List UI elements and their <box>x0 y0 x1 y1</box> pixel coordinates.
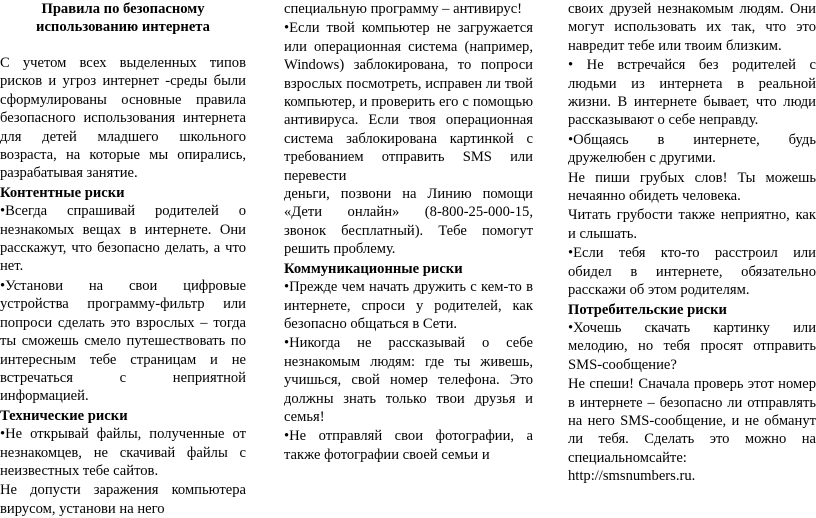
content-rule-1: •Всегда спрашивай родителей о незнакомых вещах в интернете. Они расскажут, что безопасно делать, а что нет. <box>0 203 246 275</box>
comm-rule-2: •Никогда не рассказывай о себе незнакомым людям: где ты живешь, учишься, свой номер телефона. Это должны знать только твои друзья и семья! <box>284 335 533 425</box>
comm-rule-6: Не пиши грубых слов! Ты можешь нечаянно обидеть человека. <box>568 169 816 205</box>
column-1 <box>0 0 246 517</box>
tech-rule-2: Не допусти заражения компьютера вирусом, установи на него <box>0 482 246 517</box>
content-rule-2: •Установи на свои цифровые устройства программу-фильтр или попроси сделать это взрослых – тогда ты сможешь смело путешествовать по интересным тебе страницам и не встречаться с неприятной информацией. <box>0 277 246 405</box>
tech-rule-3-cont: деньги, позвони на Линию помощи «Дети онлайн» (8-800-25-000-15, звонок бесплатный). Тебе помогут решить проблему. <box>284 186 533 258</box>
comm-risks-heading: Коммуникационные риски <box>284 260 463 277</box>
tech-rule-3: •Если твой компьютер не загружается или операционная система (например, Windows) заблокирована, то попроси взрослых посмотреть, исправен ли твой компьютер, и проверить его с помощью антивируса. Если твоя операционная система заблокирована картинкой с требованием отправить SMS или перевести <box>284 20 533 184</box>
consumer-rule-1: •Хочешь скачать картинку или мелодию, но тебя просят отправить SMS-сообщение? <box>568 319 816 373</box>
comm-rule-8: •Если тебя кто-то расстроил или обидел в интернете, обязательно расскажи об этом родителям. <box>568 245 816 299</box>
consumer-rule-2: Не спеши! Сначала проверь этот номер в интернете – безопасно ли отправлять на него SMS-сообщение, и не обманут ли тебя. Сделать это можно на специальномсайте: http://smsnumbers.ru. <box>568 376 816 485</box>
comm-rule-4: • Не встречайся без родителей с людьми из интернета в реальной жизни. В интернете бывает, что люди рассказывают о себе неправду. <box>568 57 816 129</box>
comm-rule-3-cont: своих друзей незнакомым людям. Они могут использовать их так, что это навредит тебе или твоим близким. <box>568 1 816 54</box>
tech-rule-2-cont: специальную программу – антивирус! <box>284 1 523 17</box>
comm-rule-3: •Не отправляй свои фотографии, а также фотографии своей семьи и <box>284 428 533 463</box>
tech-risks-heading: Технические риски <box>0 407 128 424</box>
comm-rule-7: Читать грубости также неприятно, как и слышать. <box>568 207 816 242</box>
column-3 <box>568 0 816 508</box>
comm-rule-1: •Прежде чем начать дружить с кем-то в интернете, спроси у родителей, как безопасно общаться в Сети. <box>284 279 533 332</box>
comm-rule-5: •Общаясь в интернете, будь дружелюбен с другими. <box>568 131 816 167</box>
content-risks-heading: Контентные риски <box>0 184 125 201</box>
consumer-risks-heading: Потребительские риски <box>568 301 727 318</box>
page-title: Правила по безопасному использованию интернета <box>36 1 210 35</box>
column-2 <box>284 0 533 508</box>
tech-rule-1: •Не открывай файлы, полученные от незнакомцев, не скачивай файлы с неизвестных тебе сайтов. <box>0 426 246 479</box>
intro-paragraph: С учетом всех выделенных типов рисков и угроз интернет -среды были сформулированы основные правила безопасного использования интернета для детей младшего школьного возраста, на которые мы опирались, разрабатывая занятие. <box>0 55 246 182</box>
